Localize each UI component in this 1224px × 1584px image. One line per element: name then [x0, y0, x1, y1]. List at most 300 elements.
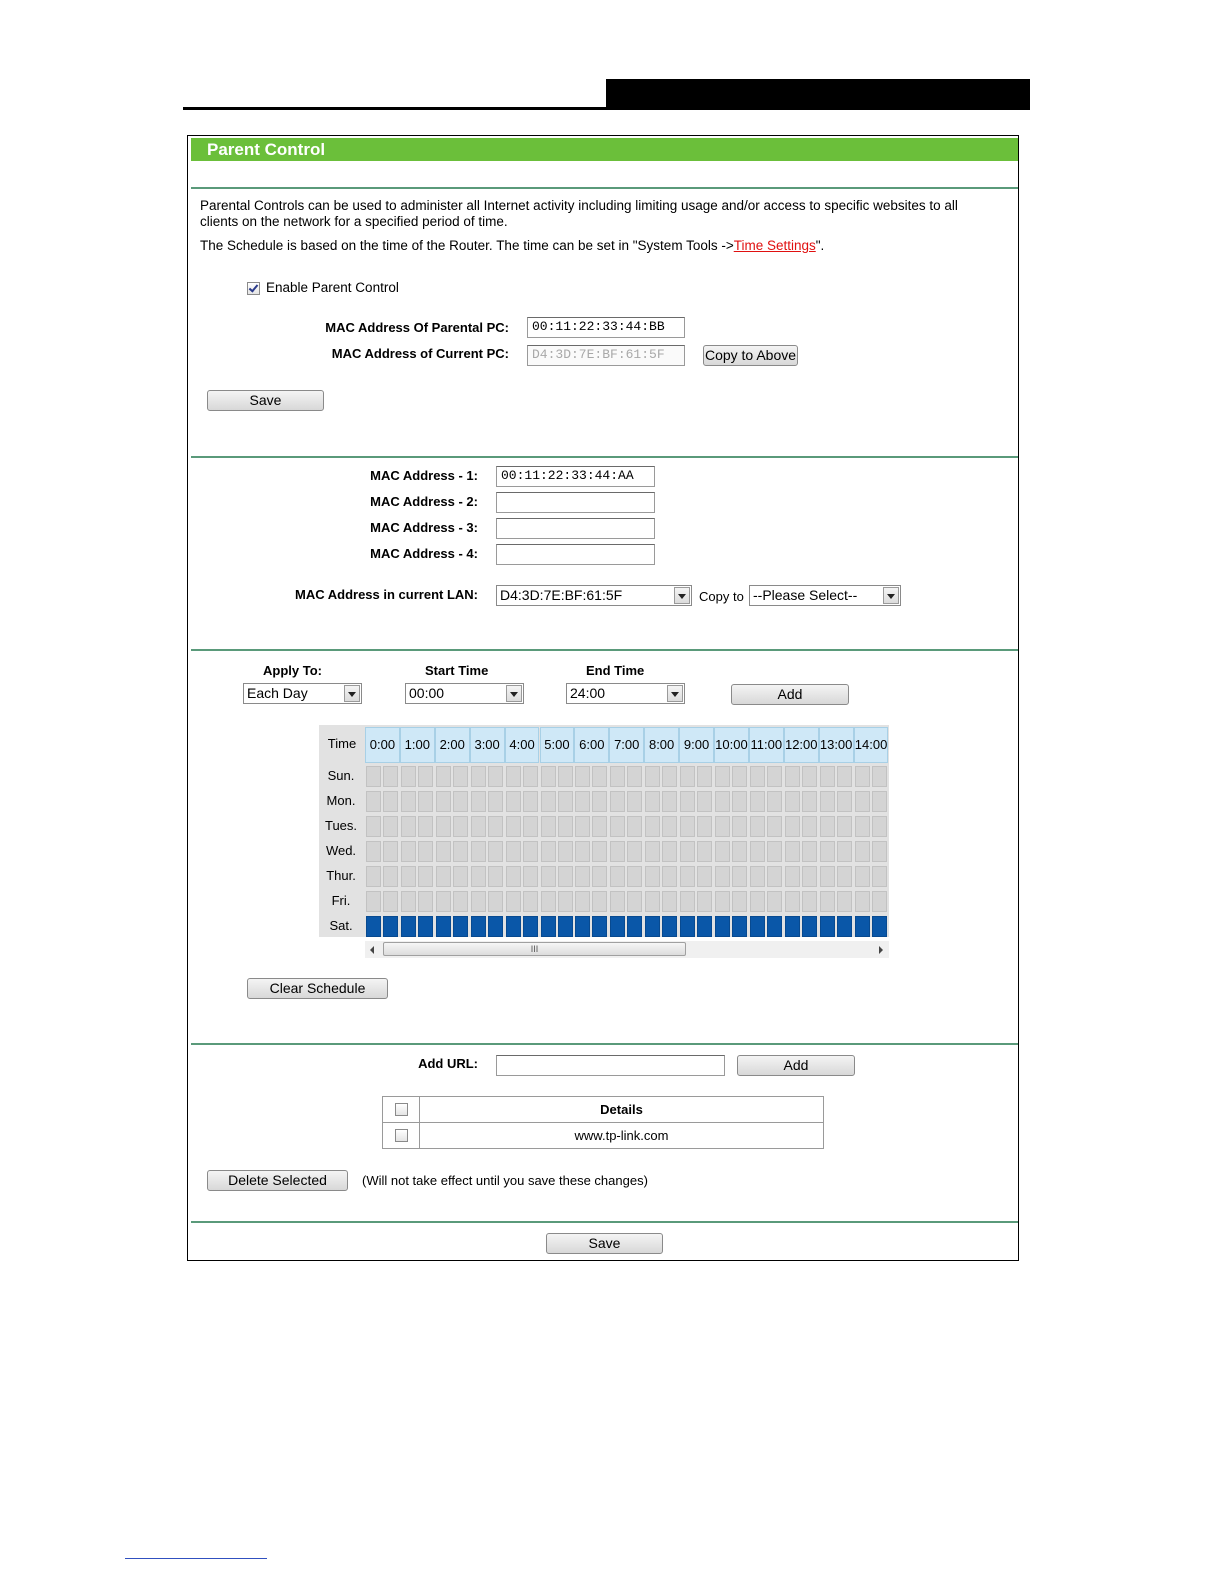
- schedule-cell[interactable]: [453, 816, 468, 837]
- schedule-cell[interactable]: [872, 866, 887, 887]
- hour-header: 7:00: [609, 727, 644, 763]
- schedule-cell[interactable]: [802, 816, 817, 837]
- table-row: [383, 1123, 824, 1149]
- chevron-down-icon: [667, 685, 683, 702]
- apply-to-label: Apply To:: [263, 663, 322, 678]
- schedule-cell[interactable]: [471, 841, 486, 862]
- schedule-cell[interactable]: [697, 816, 712, 837]
- add-url-button[interactable]: Add: [737, 1055, 855, 1076]
- chevron-down-icon: [506, 685, 522, 702]
- schedule-cell[interactable]: [750, 841, 765, 862]
- schedule-cell[interactable]: [541, 766, 556, 787]
- schedule-cell[interactable]: [837, 841, 852, 862]
- schedule-cell[interactable]: [662, 766, 677, 787]
- select-all-cell: [383, 1097, 420, 1123]
- schedule-cell[interactable]: [592, 916, 607, 937]
- schedule-cell[interactable]: [558, 841, 573, 862]
- schedule-cell[interactable]: [732, 891, 747, 912]
- schedule-cell[interactable]: [645, 841, 660, 862]
- clear-schedule-button[interactable]: Clear Schedule: [247, 978, 388, 999]
- hour-header: 8:00: [644, 727, 679, 763]
- schedule-cell[interactable]: [592, 816, 607, 837]
- schedule-cell[interactable]: [645, 766, 660, 787]
- schedule-cell[interactable]: [715, 916, 730, 937]
- schedule-cell[interactable]: [488, 891, 503, 912]
- schedule-cell[interactable]: [523, 816, 538, 837]
- schedule-cell[interactable]: [558, 916, 573, 937]
- schedule-cell[interactable]: [767, 816, 782, 837]
- schedule-cell[interactable]: [645, 791, 660, 812]
- schedule-cell[interactable]: [662, 866, 677, 887]
- hour-header: 12:00: [784, 727, 819, 763]
- start-time-select[interactable]: [405, 683, 524, 704]
- day-label: Mon.: [326, 793, 356, 808]
- schedule-cell[interactable]: [418, 791, 433, 812]
- row-check-cell: [383, 1123, 420, 1149]
- schedule-cell[interactable]: [802, 916, 817, 937]
- copy-to-select[interactable]: [749, 585, 901, 606]
- schedule-cell[interactable]: [453, 916, 468, 937]
- schedule-cell[interactable]: [820, 866, 835, 887]
- apply-to-select[interactable]: [243, 683, 362, 704]
- time-header: Time: [327, 736, 357, 751]
- schedule-cell[interactable]: [418, 766, 433, 787]
- schedule-cell[interactable]: [436, 891, 451, 912]
- schedule-cell[interactable]: [610, 866, 625, 887]
- schedule-cell[interactable]: [418, 816, 433, 837]
- mac-address-1-input[interactable]: 00:11:22:33:44:AA: [496, 466, 655, 487]
- select-all-checkbox[interactable]: [395, 1103, 408, 1116]
- intro-line-2: clients on the network for a specified period of time.: [200, 214, 508, 229]
- schedule-cell[interactable]: [558, 891, 573, 912]
- mac-in-lan-value: D4:3D:7E:BF:61:5F: [500, 587, 623, 603]
- copy-to-above-button[interactable]: Copy to Above: [703, 345, 798, 366]
- schedule-cell[interactable]: [575, 916, 590, 937]
- scroll-right-icon[interactable]: [879, 946, 883, 954]
- delete-note: (Will not take effect until you save these changes): [362, 1173, 648, 1188]
- schedule-cell[interactable]: [855, 891, 870, 912]
- schedule-cell[interactable]: [575, 891, 590, 912]
- apply-to-value: Each Day: [247, 685, 308, 701]
- schedule-cell[interactable]: [488, 841, 503, 862]
- schedule-cell[interactable]: [785, 791, 800, 812]
- add-url-label: Add URL:: [418, 1056, 478, 1071]
- start-time-value: 00:00: [409, 685, 445, 701]
- enable-parent-control-label: Enable Parent Control: [266, 280, 399, 295]
- url-table-header: [383, 1097, 824, 1123]
- schedule-cell[interactable]: [523, 866, 538, 887]
- schedule-cell[interactable]: [383, 816, 398, 837]
- schedule-cell[interactable]: [715, 841, 730, 862]
- hour-header: 0:00: [365, 727, 400, 763]
- schedule-cell[interactable]: [837, 866, 852, 887]
- schedule-cell[interactable]: [785, 866, 800, 887]
- schedule-cell[interactable]: [802, 891, 817, 912]
- scroll-left-icon[interactable]: [370, 946, 374, 954]
- schedule-cell[interactable]: [627, 816, 642, 837]
- schedule-cell[interactable]: [383, 791, 398, 812]
- schedule-cell[interactable]: [558, 866, 573, 887]
- schedule-cell[interactable]: [820, 766, 835, 787]
- schedule-cell[interactable]: [383, 841, 398, 862]
- schedule-note-prefix: The Schedule is based on the time of the Router. The time can be set in "System Tools ->: [200, 238, 734, 253]
- divider: [191, 1043, 1018, 1045]
- schedule-cell[interactable]: [575, 766, 590, 787]
- schedule-cell[interactable]: [680, 841, 695, 862]
- schedule-cell[interactable]: [855, 866, 870, 887]
- divider: [191, 456, 1018, 458]
- current-pc-mac-input: D4:3D:7E:BF:61:5F: [527, 345, 685, 366]
- divider: [191, 649, 1018, 651]
- schedule-cell[interactable]: [837, 791, 852, 812]
- schedule-cell[interactable]: [872, 766, 887, 787]
- schedule-cell[interactable]: [401, 816, 416, 837]
- schedule-cell[interactable]: [715, 766, 730, 787]
- schedule-cell[interactable]: [767, 766, 782, 787]
- schedule-scrollbar[interactable]: [365, 941, 889, 958]
- parental-pc-mac-input[interactable]: 00:11:22:33:44:BB: [527, 317, 685, 338]
- schedule-cell[interactable]: [610, 916, 625, 937]
- schedule-cell[interactable]: [785, 916, 800, 937]
- schedule-cell[interactable]: [732, 916, 747, 937]
- schedule-cell[interactable]: [837, 816, 852, 837]
- schedule-cell[interactable]: [732, 816, 747, 837]
- schedule-cell[interactable]: [523, 766, 538, 787]
- hour-header: 13:00: [819, 727, 854, 763]
- schedule-cell[interactable]: [558, 791, 573, 812]
- day-label: Thur.: [326, 868, 356, 883]
- schedule-cell[interactable]: [680, 816, 695, 837]
- schedule-cell[interactable]: [401, 766, 416, 787]
- mac-address-1-label: MAC Address - 1:: [370, 468, 478, 483]
- schedule-cell[interactable]: [767, 866, 782, 887]
- schedule-cell[interactable]: [872, 841, 887, 862]
- schedule-cell[interactable]: [471, 816, 486, 837]
- schedule-cell[interactable]: [715, 791, 730, 812]
- schedule-cell[interactable]: [401, 916, 416, 937]
- schedule-cell[interactable]: [541, 791, 556, 812]
- schedule-cell[interactable]: [575, 816, 590, 837]
- schedule-cell[interactable]: [767, 891, 782, 912]
- schedule-cell[interactable]: [820, 791, 835, 812]
- hour-header: 3:00: [470, 727, 505, 763]
- hour-header: 11:00: [749, 727, 784, 763]
- schedule-cell[interactable]: [750, 766, 765, 787]
- schedule-cell[interactable]: [785, 816, 800, 837]
- schedule-cell[interactable]: [855, 791, 870, 812]
- details-header: Details: [420, 1097, 824, 1123]
- schedule-cell[interactable]: [366, 841, 381, 862]
- schedule-cell[interactable]: [767, 791, 782, 812]
- schedule-cell[interactable]: [680, 791, 695, 812]
- mac-address-2-label: MAC Address - 2:: [370, 494, 478, 509]
- schedule-cell[interactable]: [506, 916, 521, 937]
- schedule-cell[interactable]: [697, 766, 712, 787]
- add-schedule-button[interactable]: Add: [731, 684, 849, 705]
- schedule-cell[interactable]: [436, 841, 451, 862]
- url-entry: www.tp-link.com: [420, 1123, 824, 1149]
- schedule-cell[interactable]: [767, 916, 782, 937]
- schedule-cell[interactable]: [401, 841, 416, 862]
- day-label: Wed.: [325, 843, 357, 858]
- schedule-cell[interactable]: [488, 791, 503, 812]
- schedule-cell[interactable]: [610, 816, 625, 837]
- schedule-cell[interactable]: [471, 866, 486, 887]
- schedule-cell[interactable]: [541, 891, 556, 912]
- mac-address-4-input[interactable]: [496, 544, 655, 565]
- schedule-cell[interactable]: [383, 891, 398, 912]
- hour-header: 4:00: [505, 727, 540, 763]
- end-time-select[interactable]: [566, 683, 685, 704]
- schedule-cell[interactable]: [750, 791, 765, 812]
- schedule-cell[interactable]: [820, 891, 835, 912]
- delete-selected-button[interactable]: Delete Selected: [207, 1170, 348, 1191]
- schedule-cell[interactable]: [506, 841, 521, 862]
- schedule-cell[interactable]: [680, 866, 695, 887]
- header-rule: [183, 107, 1030, 110]
- schedule-cell[interactable]: [802, 841, 817, 862]
- schedule-cell[interactable]: [662, 816, 677, 837]
- schedule-cell[interactable]: [680, 891, 695, 912]
- schedule-cell[interactable]: [453, 891, 468, 912]
- copy-to-value: --Please Select--: [753, 587, 858, 603]
- schedule-cell[interactable]: [592, 791, 607, 812]
- schedule-cell[interactable]: [506, 766, 521, 787]
- schedule-cell[interactable]: [436, 916, 451, 937]
- schedule-cell[interactable]: [662, 791, 677, 812]
- schedule-cell[interactable]: [627, 866, 642, 887]
- divider: [191, 187, 1018, 189]
- schedule-cell[interactable]: [627, 841, 642, 862]
- schedule-cell[interactable]: [575, 841, 590, 862]
- hour-header: 2:00: [435, 727, 470, 763]
- schedule-cell[interactable]: [767, 841, 782, 862]
- schedule-cell[interactable]: [592, 841, 607, 862]
- time-settings-link[interactable]: Time Settings: [733, 238, 816, 253]
- schedule-cell[interactable]: [697, 791, 712, 812]
- day-label: Sun.: [327, 768, 355, 783]
- schedule-cell[interactable]: [855, 841, 870, 862]
- schedule-cell[interactable]: [872, 916, 887, 937]
- schedule-cell[interactable]: [453, 841, 468, 862]
- schedule-cell[interactable]: [837, 916, 852, 937]
- schedule-cell[interactable]: [401, 791, 416, 812]
- hour-header: 5:00: [540, 727, 575, 763]
- schedule-cell[interactable]: [366, 766, 381, 787]
- schedule-cell[interactable]: [802, 866, 817, 887]
- mac-address-3-label: MAC Address - 3:: [370, 520, 478, 535]
- schedule-cell[interactable]: [383, 866, 398, 887]
- schedule-cell[interactable]: [680, 766, 695, 787]
- schedule-cell[interactable]: [715, 866, 730, 887]
- schedule-cell[interactable]: [436, 816, 451, 837]
- schedule-cell[interactable]: [523, 916, 538, 937]
- schedule-cell[interactable]: [820, 816, 835, 837]
- schedule-cell[interactable]: [436, 791, 451, 812]
- schedule-cell[interactable]: [383, 916, 398, 937]
- schedule-cell[interactable]: [785, 891, 800, 912]
- schedule-cell[interactable]: [418, 916, 433, 937]
- schedule-cell[interactable]: [610, 891, 625, 912]
- mac-in-lan-label: MAC Address in current LAN:: [295, 587, 478, 602]
- schedule-cell[interactable]: [453, 791, 468, 812]
- schedule-cell[interactable]: [541, 841, 556, 862]
- schedule-cell[interactable]: [872, 891, 887, 912]
- enable-parent-control-checkbox[interactable]: [247, 282, 260, 295]
- schedule-cell[interactable]: [715, 891, 730, 912]
- schedule-cell[interactable]: [471, 891, 486, 912]
- end-time-label: End Time: [586, 663, 645, 678]
- mac-address-3-input[interactable]: [496, 518, 655, 539]
- save-button-bottom[interactable]: Save: [546, 1233, 663, 1254]
- day-label: Sat.: [329, 918, 353, 933]
- schedule-cell[interactable]: [366, 866, 381, 887]
- schedule-cell[interactable]: [855, 916, 870, 937]
- schedule-note-suffix: ".: [815, 238, 825, 253]
- schedule-cell[interactable]: [418, 841, 433, 862]
- schedule-cell[interactable]: [541, 816, 556, 837]
- schedule-cell[interactable]: [785, 766, 800, 787]
- schedule-cell[interactable]: [855, 816, 870, 837]
- footer-link-rule: [125, 1558, 267, 1559]
- schedule-cell[interactable]: [541, 916, 556, 937]
- schedule-cell[interactable]: [383, 766, 398, 787]
- schedule-cell[interactable]: [662, 916, 677, 937]
- schedule-cell[interactable]: [523, 841, 538, 862]
- schedule-cell[interactable]: [662, 841, 677, 862]
- header-black-bar: [606, 79, 1030, 110]
- schedule-cell[interactable]: [697, 916, 712, 937]
- save-button-top[interactable]: Save: [207, 390, 324, 411]
- schedule-cell[interactable]: [592, 891, 607, 912]
- schedule-cell[interactable]: [697, 891, 712, 912]
- schedule-cell[interactable]: [488, 866, 503, 887]
- schedule-cell[interactable]: [715, 816, 730, 837]
- schedule-cell[interactable]: [855, 766, 870, 787]
- schedule-cell[interactable]: [488, 916, 503, 937]
- hour-header: 1:00: [400, 727, 435, 763]
- schedule-cell[interactable]: [697, 841, 712, 862]
- schedule-cell[interactable]: [471, 916, 486, 937]
- schedule-cell[interactable]: [680, 916, 695, 937]
- schedule-cell[interactable]: [732, 791, 747, 812]
- schedule-cell[interactable]: [558, 766, 573, 787]
- schedule-cell[interactable]: [820, 916, 835, 937]
- schedule-cell[interactable]: [610, 766, 625, 787]
- schedule-cell[interactable]: [436, 866, 451, 887]
- schedule-cell[interactable]: [750, 866, 765, 887]
- mac-address-2-input[interactable]: [496, 492, 655, 513]
- schedule-cell[interactable]: [366, 916, 381, 937]
- end-time-value: 24:00: [570, 685, 606, 701]
- url-table: [382, 1096, 824, 1149]
- schedule-cell[interactable]: [645, 891, 660, 912]
- schedule-cell[interactable]: [592, 766, 607, 787]
- schedule-cell[interactable]: [366, 891, 381, 912]
- schedule-cell[interactable]: [575, 866, 590, 887]
- mac-in-lan-select[interactable]: [496, 585, 692, 606]
- schedule-cell[interactable]: [488, 766, 503, 787]
- schedule-cell[interactable]: [592, 866, 607, 887]
- schedule-cell[interactable]: [453, 866, 468, 887]
- copy-to-label: Copy to: [699, 589, 744, 604]
- schedule-cell[interactable]: [558, 816, 573, 837]
- hour-header: 9:00: [679, 727, 714, 763]
- hour-header: 10:00: [714, 727, 749, 763]
- day-label: Tues.: [324, 818, 358, 833]
- page-title: Parent Control: [191, 138, 1018, 161]
- day-label: Fri.: [331, 893, 351, 908]
- schedule-cell[interactable]: [506, 866, 521, 887]
- schedule-cell[interactable]: [645, 866, 660, 887]
- schedule-cell[interactable]: [820, 841, 835, 862]
- start-time-label: Start Time: [425, 663, 489, 678]
- schedule-cell[interactable]: [401, 866, 416, 887]
- scroll-thumb[interactable]: III: [383, 942, 686, 956]
- schedule-cell[interactable]: [662, 891, 677, 912]
- schedule-cell[interactable]: [436, 766, 451, 787]
- schedule-cell[interactable]: [750, 816, 765, 837]
- schedule-cell[interactable]: [627, 766, 642, 787]
- schedule-cell[interactable]: [523, 791, 538, 812]
- schedule-cell[interactable]: [610, 791, 625, 812]
- schedule-cell[interactable]: [418, 891, 433, 912]
- schedule-cell[interactable]: [506, 791, 521, 812]
- schedule-cell[interactable]: [627, 916, 642, 937]
- row-checkbox[interactable]: [395, 1129, 408, 1142]
- schedule-cell[interactable]: [750, 891, 765, 912]
- current-pc-mac-label: MAC Address of Current PC:: [331, 346, 509, 361]
- schedule-cell[interactable]: [802, 766, 817, 787]
- schedule-cell[interactable]: [802, 791, 817, 812]
- schedule-cell[interactable]: [837, 766, 852, 787]
- schedule-cell[interactable]: [645, 816, 660, 837]
- schedule-cell[interactable]: [366, 791, 381, 812]
- schedule-cell[interactable]: [697, 866, 712, 887]
- schedule-cell[interactable]: [401, 891, 416, 912]
- schedule-cell[interactable]: [872, 816, 887, 837]
- schedule-cell[interactable]: [645, 916, 660, 937]
- schedule-cell[interactable]: [418, 866, 433, 887]
- schedule-cell[interactable]: [523, 891, 538, 912]
- schedule-cell[interactable]: [541, 866, 556, 887]
- schedule-cell[interactable]: [732, 841, 747, 862]
- mac-address-4-label: MAC Address - 4:: [370, 546, 478, 561]
- schedule-cell[interactable]: [506, 816, 521, 837]
- schedule-cell[interactable]: [453, 766, 468, 787]
- schedule-cell[interactable]: [837, 891, 852, 912]
- schedule-cell[interactable]: [732, 866, 747, 887]
- schedule-cell[interactable]: [366, 816, 381, 837]
- schedule-cell[interactable]: [750, 916, 765, 937]
- parental-pc-mac-label: MAC Address Of Parental PC:: [325, 320, 509, 335]
- schedule-cell[interactable]: [732, 766, 747, 787]
- schedule-cell[interactable]: [627, 791, 642, 812]
- add-url-input[interactable]: [496, 1055, 725, 1076]
- schedule-cell[interactable]: [471, 766, 486, 787]
- hour-header: 6:00: [574, 727, 609, 763]
- schedule-cell[interactable]: [872, 791, 887, 812]
- chevron-down-icon: [344, 685, 360, 702]
- schedule-cell[interactable]: [610, 841, 625, 862]
- schedule-cell[interactable]: [488, 816, 503, 837]
- schedule-note: [200, 238, 824, 253]
- schedule-cell[interactable]: [506, 891, 521, 912]
- schedule-cell[interactable]: [471, 791, 486, 812]
- schedule-cell[interactable]: [627, 891, 642, 912]
- schedule-cell[interactable]: [575, 791, 590, 812]
- schedule-cell[interactable]: [785, 841, 800, 862]
